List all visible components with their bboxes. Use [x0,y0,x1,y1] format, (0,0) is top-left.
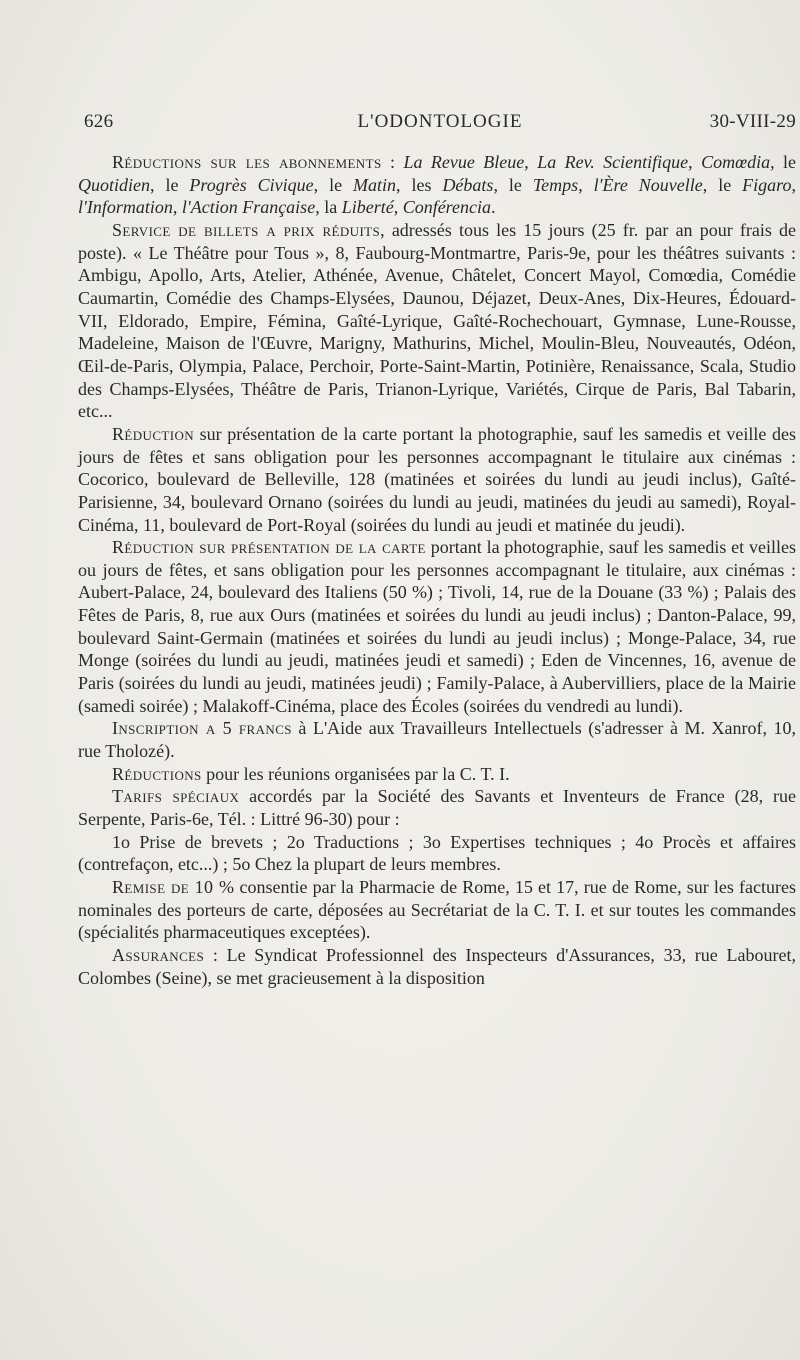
text-segment: , la [315,197,342,218]
paragraph [78,944,796,989]
text-segment: 1o Prise de brevets ; 2o Traductions ; 3o Expertises techniques ; 4o Procès et affaires (contrefaçon, etc...) ; 5o Chez la plupart de leurs membres. [78,831,796,875]
italic-title: La Rev. Scientifique [537,152,689,172]
italic-title: l'Action Française [181,197,316,218]
paragraph [78,536,796,717]
text-segment: accordés par la Société des Savants et Inventeurs de France (28, rue Serpente, Paris-6e, Tél. : Littré 96-30) pour : [78,786,796,830]
italic-title: Progrès Civique [189,174,314,195]
text-segment: , [172,197,182,218]
journal-title: L'ODONTOLOGIE [357,111,523,132]
italic-title: Débats [442,174,494,195]
paragraph [78,876,796,944]
body-text [78,151,796,989]
paragraph-lead: Assurances [112,944,205,965]
text-segment: , adressés tous les 15 jours (25 fr. par an pour frais de poste). « Le Théâtre pour Tous », 8, Faubourg-Montmartre, Paris-9e, pour les théâtres suivants : Ambigu, Apollo, Arts, Atelier, Athénée, Avenue, Châtelet, Concert Mayol, Comœdia, Comédie Caumartin, Comédie des Champs-Elysées, Daunou, Déjazet, Deux-Anes, Dix-Heures, Édouard-VII, Eldorado, Empire, Fémina, Gaîté-Lyrique, Gaîté-Rochechouart, Gymnase, Lune-Rousse, Madeleine, Maison de l'Œuvre, Marigny, Mathurins, Michel, Moulin-Bleu, Nouveautés, Odéon, Œil-de-Paris, Olympia, Palace, Perchoir, Porte-Saint-Martin, Potinière, Renaissance, Scala, Studio des Champs-Elysées, Théâtre de Paris, Trianon-Lyrique, Variétés, Cirque de Paris, Bal Tabarin, etc... [78,219,797,422]
text-segment: , les [396,174,443,195]
text-segment: , le [313,174,354,195]
italic-title: Comœdia [701,152,771,172]
italic-title: Matin [353,174,397,195]
paragraph-lead: Inscription a 5 francs [112,718,292,739]
paragraph-lead: Réduction [112,423,195,444]
paragraph [78,785,796,830]
paragraph-lead: Remise de 10 % [112,877,235,897]
text-segment: à L'Aide aux Travailleurs Intellectuels (s'adresser à M. Xanrof, 10, rue Tholozé). [78,718,796,762]
paragraph [78,717,796,762]
text-segment: , le [150,174,190,195]
paragraph [78,763,796,786]
paragraph-lead: Réduction sur présentation de la carte [112,537,426,558]
text-segment: : [381,152,404,172]
text-segment: sur présentation de la carte portant la photographie, sauf les samedis et veille des jours de fêtes et sans obligation pour les personnes accompagnant le titulaire aux cinémas : Cocorico, boulevard de Belleville, 128 (matinées et soirées du lundi au jeudi inclus), Gaîté-Parisienne, 34, boulevard Ornano (soirées du lundi au jeudi, matinées du jeudi au samedi), Royal-Cinéma, 11, boulevard de Port-Royal (soirées du lundi au jeudi et matinée du jeudi). [78,423,796,535]
text-segment: consentie par la Pharmacie de Rome, 15 et 17, rue de Rome, sur les factures nominales des porteurs de carte, déposées au Secrétariat de la C. T. I. et sur toutes les commandes (spécialités pharmaceutiques exceptées). [78,877,796,943]
paragraph [78,423,796,536]
paragraph [78,151,796,219]
italic-title: Conférencia [402,197,491,218]
paragraph-lead: Service de billets a prix réduits [112,219,381,240]
text-segment: , [688,152,702,172]
text-segment: , [791,174,796,195]
paragraph-lead: Réductions sur les abonnements [112,152,382,172]
italic-title: Quotidien [78,174,150,195]
text-segment: pour les réunions organisées par la C. T. I. [201,763,510,784]
italic-title: Liberté [341,197,394,218]
paragraph-lead: Réductions [112,763,202,784]
text-segment: . [491,197,496,218]
paragraph [78,219,796,423]
running-head [84,111,796,141]
italic-title: l'Ère Nouvelle [593,174,703,195]
text-segment: , [393,197,403,218]
text-segment: , le [493,174,533,195]
text-segment: : Le Syndicat Professionnel des Inspecteurs d'Assurances, 33, rue Labouret, Colombes (Seine), se met gracieusement à la disposition [78,944,796,988]
paragraph [78,831,796,876]
text-segment: , le [770,152,797,172]
paragraph-lead: Tarifs spéciaux [112,786,240,807]
italic-title: Figaro [742,174,792,195]
text-segment: , [524,152,538,172]
page-number: 626 [84,111,114,132]
text-segment: , le [702,174,743,195]
italic-title: La Revue Bleue [403,152,525,172]
text-segment: portant la photographie, sauf les samedis et veilles ou jours de fêtes, et sans obligation pour les personnes accompagnant le titulaire, aux cinémas : Aubert-Palace, 24, boulevard des Italiens (50 %) ; Tivoli, 14, rue de la Douane (33 %) ; Palais des Fêtes de Paris, 8, rue aux Ours (matinées et soirées du lundi au jeudi inclus) ; Danton-Palace, 99, boulevard Saint-Germain (matinées et soirées du lundi au jeudi inclus) ; Monge-Palace, 34, rue Monge (soirées du lundi au jeudi, matinées jeudi et samedi) ; Eden de Vincennes, 16, avenue de Paris (soirées du lundi au jeudi, matinées jeudi) ; Family-Palace, à Aubervilliers, place de la Mairie (samedi soirée) ; Malakoff-Cinéma, place des Écoles (soirées du vendredi au lundi). [78,537,796,716]
text-segment: , [578,174,594,195]
italic-title: Temps [532,174,579,195]
issue-date: 30-VIII-29 [709,111,796,132]
italic-title: l'Information [78,197,173,218]
